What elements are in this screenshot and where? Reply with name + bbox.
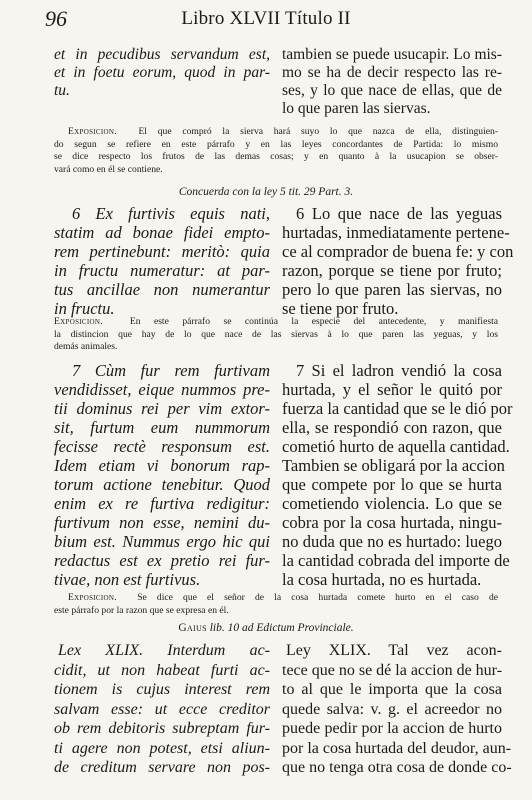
exposicion-line: Exposicion. El que compró la sierva hará suyo lo que nazca de ella, distinguien- [68,126,498,137]
source-author: Gaius [178,622,207,634]
spanish-line: Tambien se obligará por la accion [282,456,505,475]
spanish-line: que compete por lo que se hurta [282,475,502,494]
spanish-line: tece que no se dé la accion de hur- [282,661,503,679]
latin-line: salvam esse: ut ecce creditor [54,700,270,718]
latin-line: furtivum non esse, nemini du- [54,513,270,532]
spanish-line: hurtada, y el señor le quitó por [282,380,502,399]
spanish-line: fuerza la cantidad que se le dió por [282,399,513,418]
spanish-line: por la cosa hurtada del deudor, aun- [282,739,512,757]
latin-line: Lex XLIX. Interdum ac- [58,642,270,659]
latin-line: enim ex re furtiva redigitur: [54,494,270,513]
latin-line: torum actione tenebitur. Quod [54,475,270,494]
spanish-line: hurtadas, inmediatamente pertene- [282,223,510,242]
latin-line: vendidisset, eique nummos pre- [54,380,270,399]
spanish-line: la cantidad cobrada del importe de [282,551,510,570]
page-header [0,2,532,42]
source-work: lib. 10 ad Edictum Provinciale. [209,622,354,634]
latin-line: de creditum servare non pos- [54,759,270,776]
spanish-line: que no tenga otra cosa de donde co- [282,759,512,776]
running-head: Libro XLVII Título II [181,8,351,29]
spanish-line: cometiendo violencia. Lo que se [282,494,502,513]
latin-line: cidit, ut non habeat furti ac- [54,661,270,679]
latin-line: et in pecudibus servandum est, [54,46,270,63]
latin-line: sit, furtum eum nummorum [54,418,270,437]
latin-line: Idem etiam vi bonorum rap- [54,456,270,475]
spanish-line: lo que paren las siervas. [282,100,431,117]
latin-line: tu. [54,82,70,99]
latin-line: tivae, non est furtivus. [54,570,201,589]
spanish-line: se tiene por fruto. [282,299,399,318]
spanish-line: cometió hurto de aquella cantidad. [282,437,510,456]
latin-line: fecisse rectè responsum est. [54,437,270,456]
latin-line: tii dominus rei per vim extor- [54,399,270,418]
latin-line: rem pertinebunt: meritò: quia [54,242,270,261]
page-number: 96 [45,6,67,31]
spanish-line: quede salva: v. g. el acreedor no [282,700,502,718]
exposicion-line: vará como en él se contiene. [54,163,163,175]
spanish-line: puede pedir por la accion de hurto [282,720,502,737]
exposicion-line: Exposicion. En este párrafo se continúa la especie del antecedente, y manifiesta [54,316,499,327]
spanish-line: 6 Lo que nace de las yeguas [296,204,502,223]
spanish-line: la cosa hurtada, no es hurtada. [282,570,482,589]
latin-line: et in foetu eorum, quod in par- [54,64,270,81]
latin-line: in fructu. [54,299,115,318]
exposicion-line: se dice respecto los frutos de las demas cosas; y en quanto à la usucapion se obser- [54,151,498,162]
spanish-line: ses, y lo que nace de ellas, que de [282,82,502,99]
latin-line: 6 Ex furtivis equis nati, [72,204,270,223]
exposicion-line: Exposicion. Se dice que el señor de la cosa hurtada comete hurto en el caso de [68,592,499,603]
exposicion-line: este párrafo por la razon que se expresa en él. [54,604,229,616]
latin-line: redactus est ex pretio rei fur- [54,551,270,570]
latin-line: ob rem debitoris subreptam fur- [54,720,270,737]
latin-line: ti agere non potest, etsi aliun- [54,739,270,757]
latin-line: tus ancillae non numerantur [54,280,270,299]
latin-line: bium est. Nummus ergo hic qui [54,532,270,551]
exposicion-line: do segun se refiere en este párrafo y en las leyes concordantes de Partida: lo mismo [54,138,498,150]
spanish-line: pero lo que paren las siervas, no [282,280,502,299]
spanish-line: Ley XLIX. Tal vez acon- [286,642,502,659]
spanish-line: no duda que no es hurtado: luego [282,532,502,551]
spanish-line: tambien se puede usucapir. Lo mis- [282,46,502,63]
spanish-line: razon, porque se tiene por fruto; [282,261,502,280]
exposicion-label: Exposicion. [68,126,117,137]
spanish-line: 7 Si el ladron vendió la cosa [296,361,502,380]
latin-line: tionem is cujus interest rem [54,681,270,698]
latin-line: 7 Cùm fur rem furtivam [72,361,270,380]
exposicion-line: la distincion que hay de lo que nace de las siervas à lo que paren las yeguas, y los [54,328,498,340]
spanish-line: to al que le importa que la cosa [282,681,502,698]
exposicion-label: Exposicion. [54,316,103,327]
concordance-line: Concuerda con la ley 5 tit. 29 Part. 3. [178,186,354,198]
spanish-line: cobra por la cosa hurtada, ningu- [282,513,502,532]
latin-line: statim ad bonae fidei empto- [54,223,270,242]
spanish-line: mo se ha de decir respecto las re- [282,64,502,81]
spanish-line: ella, se respondió con razon, que [282,418,502,437]
latin-line: in fructu numeratur: at par- [54,261,270,280]
exposicion-label: Exposicion. [68,592,117,603]
source-line [0,622,532,634]
spanish-line: ce al comprador de buena fe: y con [282,242,514,261]
exposicion-line: demás animales. [54,341,118,352]
